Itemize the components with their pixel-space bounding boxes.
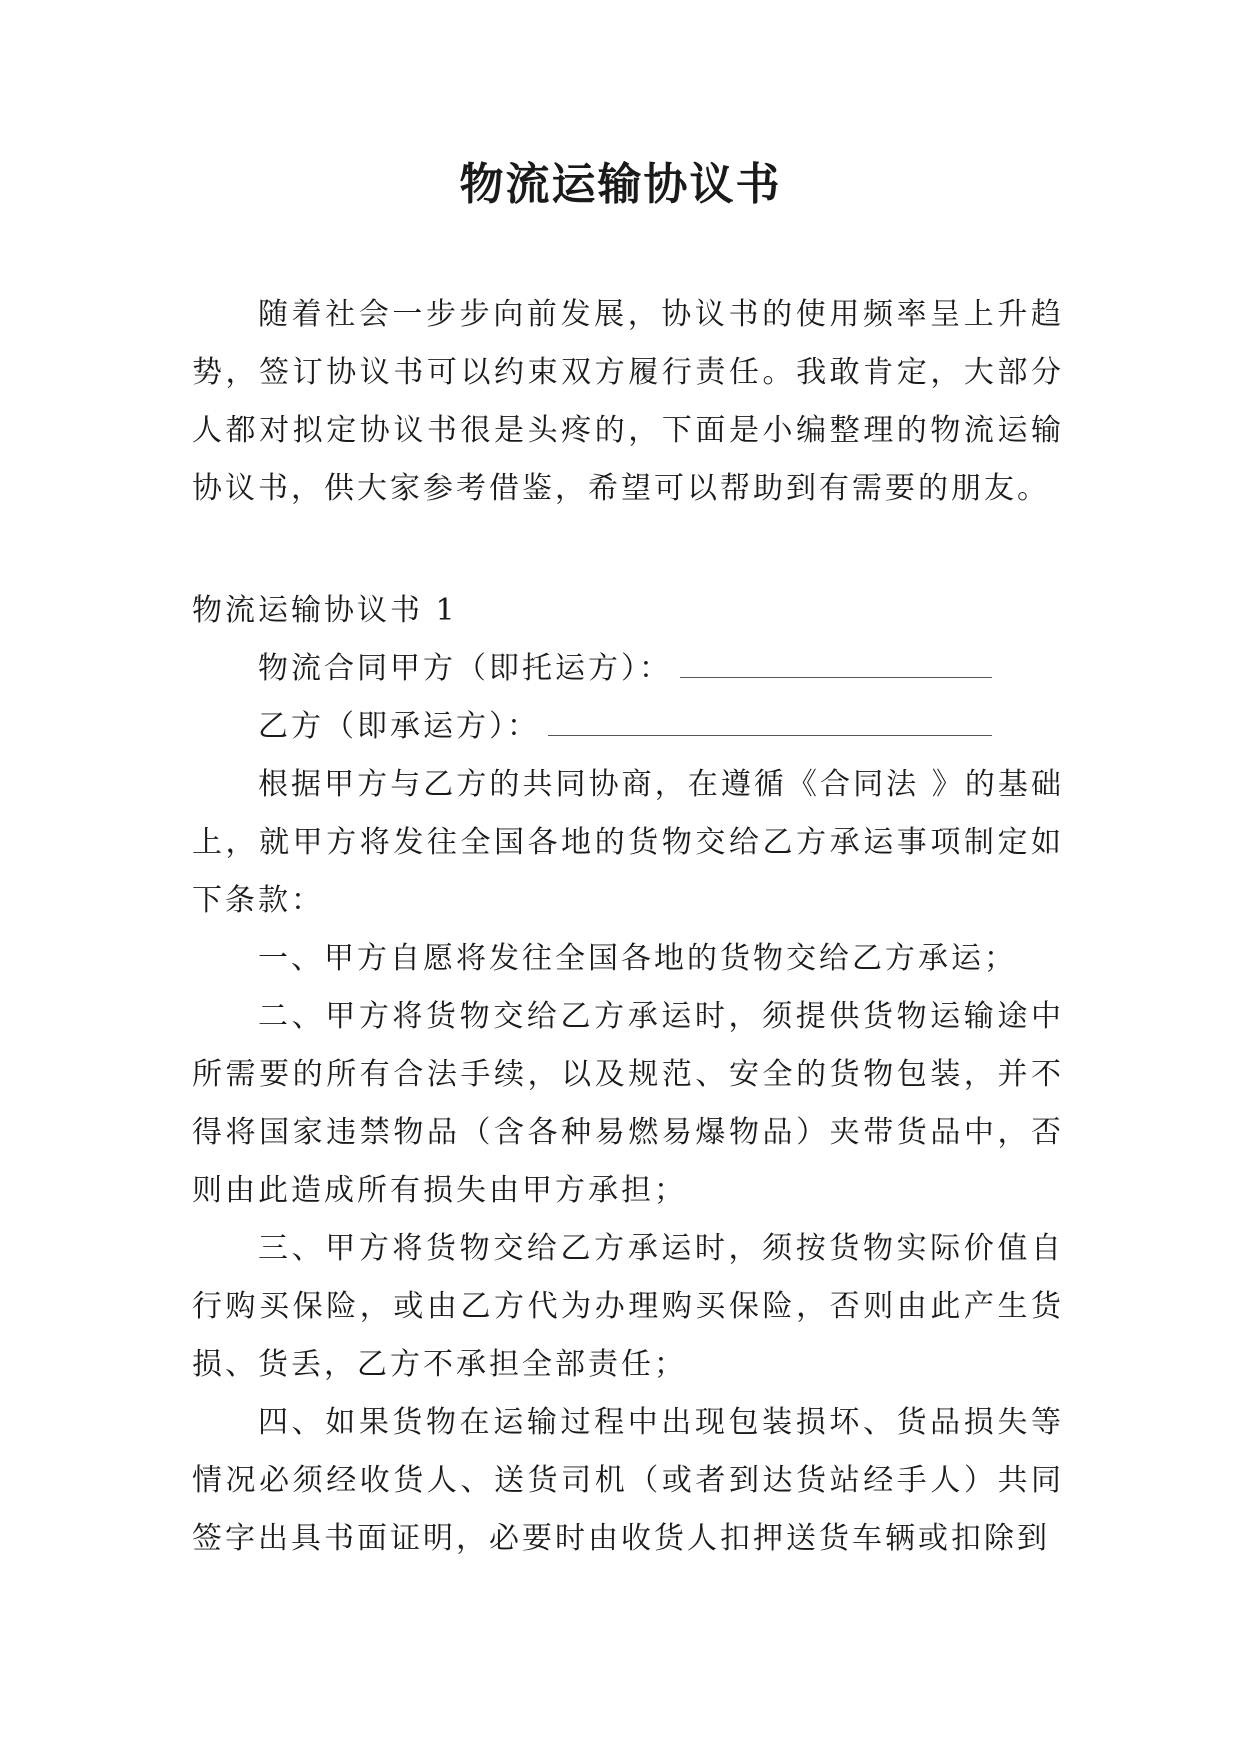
- party-b-label: 乙方（即承运方）：: [258, 709, 540, 744]
- party-a-blank-line: [680, 653, 992, 678]
- intro-paragraph: 随着社会一步步向前发展，协议书的使用频率呈上升趋势，签订协议书可以约束双方履行责任。我敢肯定，大部分人都对拟定协议书很是头疼的，下面是小编整理的物流运输协议书，供大家参考借鉴，希望可以帮助到有需要的朋友。: [192, 297, 1064, 506]
- party-b-blank-line: [548, 711, 992, 736]
- section-heading: 物流运输协议书 1: [192, 593, 458, 628]
- document-title: 物流运输协议书: [459, 159, 782, 210]
- clause-paragraph: 四、如果货物在运输过程中出现包装损坏、货品损失等情况必须经收货人、送货司机（或者到达货站经手人）共同签字出具书面证明，必要时由收货人扣押送货车辆或扣除到: [192, 1405, 1064, 1556]
- agreement-content: [192, 582, 1064, 1568]
- clause-paragraph: 三、甲方将货物交给乙方承运时，须按货物实际价值自行购买保险，或由乙方代为办理购买保险，否则由此产生货损、货丢，乙方不承担全部责任；: [192, 1231, 1064, 1382]
- clause-paragraph: 二、甲方将货物交给乙方承运时，须提供货物运输途中所需要的所有合法手续，以及规范、安全的货物包装，并不得将国家违禁物品（含各种易燃易爆物品）夹带货品中，否则由此造成所有损失由甲方承担；: [192, 999, 1064, 1208]
- party-a-label: 物流合同甲方（即托运方）：: [258, 651, 672, 686]
- clause-paragraph: 一、甲方自愿将发往全国各地的货物交给乙方承运；: [258, 941, 1017, 976]
- party-a-row: [192, 640, 1064, 698]
- preamble-paragraph: 根据甲方与乙方的共同协商，在遵循《合同法 》的基础上，就甲方将发往全国各地的货物交给乙方承运事项制定如下条款：: [192, 767, 1064, 918]
- party-b-row: [192, 698, 1064, 756]
